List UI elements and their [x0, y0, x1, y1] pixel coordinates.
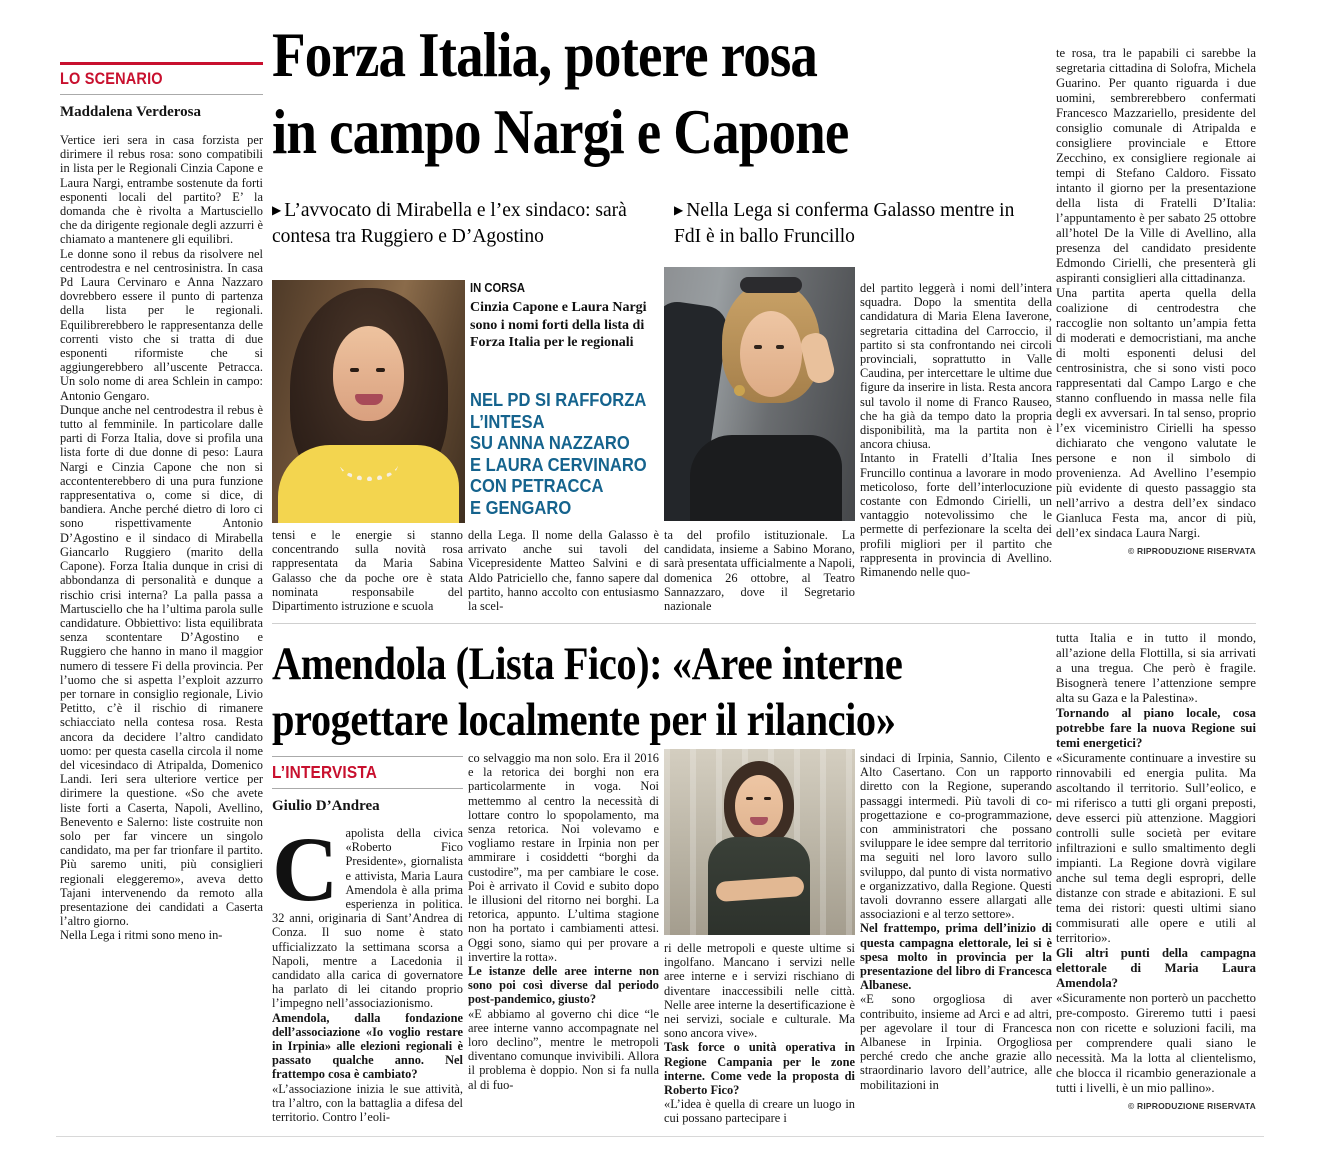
- headline-line: progettare localmente per il rilancio»: [272, 694, 896, 746]
- scenario-paragraph: Le donne sono il rebus da risolvere nel centrodestra e nel centrosinistra. In casa Pd Laura Cervinaro e Anna Nazzaro dovrebbero essere il punto di partenza della lista per le regionali. Equilibrerebbero le rappresentanza delle correnti visto che si tratta di due esponenti riformiste che si aggiungerebbero all’uscente Petracca. Un solo nome di area Schlein in campo: Antonio Gengaro.: [60, 246, 263, 403]
- triangle-bullet-icon: ▶: [272, 203, 282, 217]
- photo-caption: [470, 281, 658, 352]
- interview-question: Amendola, dalla fondazione dell’associazione «Io voglio restare in Irpinia» alle elezioni regionali è passato qualche anno. Nel frattempo cosa è cambiato?: [272, 1010, 463, 1082]
- photo2-face: [740, 311, 802, 397]
- page-bottom-rule: [56, 1136, 1264, 1137]
- interview-paragraph: co selvaggio ma non solo. Era il 2016 e la retorica dei borghi non era particolarmente in voga. Noi mettemmo al centro la necessità di lottare contro lo spopolamento, ma senza retorica. Noi volevamo e vogliamo restare in Irpinia non per ammirare i cosiddetti “borghi da custodire”, ma per cambiare le cose. Poi è arrivato il Covid e subito dopo le illusioni del ritorno nei borghi. La retorica, appunto. L’ultima stagione non ha portato i cambiamenti attesi. Oggi sono, siamo qui per provare a invertire la rotta».: [468, 751, 659, 964]
- photo1-eye: [350, 368, 359, 372]
- photo1-smile: [355, 394, 383, 405]
- subhead-text: L’avvocato di Mirabella e l’ex sindaco: sarà contesa tra Ruggiero e D’Agostino: [272, 200, 627, 247]
- photo2-sunglasses: [740, 277, 802, 293]
- scenario-paragraph: Dunque anche nel centrodestra il rebus è tutto al femminile. In particolare dalle parti di Forza Italia, dove si profila una lista forte di due donne di peso: Laura Nargi e Cinzia Capone che non si accontenterebbero di una pura funzione rappresentativa o, come si dice, di bandiera. Anche perché dietro di loro ci sono rispettivamente Antonio D’Agostino e il sindaco di Mirabella Giancarlo Ruggiero (marito della Capone). Forza Italia dunque in crisi di abbondanza di personalità e dunque a rischio crisi interna? La palla passa a Martusciello che ha l’ultima parola sulle candidature. Obbiettivo: lista equilibrata senza scontentare D’Agostino e Ruggiero che hanno in mano il maggior numero di tessere Fi della provincia. Per l’uomo che si aspetta l’exploit azzurro per tornare in consiglio regionale, Livio Petitto, c’è il rischio di rimanere schiacciato nella contesa rosa. Resta ancora da decidere l’altro candidato uomo: per questa casella circola il nome del vicesindaco di Atripalda, Domenico Landi. Ieri sera ulteriore vertice per dirimere la questione. «So che avete liste forti a Caserta, Napoli, Avellino, Benevento e Salerno: liste costruite non solo per far vincere un singolo candidato, ma per far trionfare il partito. Più saremo uniti, più consiglieri regionali eleggeremo», aveva detto Tajani intervenendo da remoto alla presentazione dei candidati a Caserta l’altro giorno.: [60, 402, 263, 929]
- caption-text: Cinzia Capone e Laura Nargi sono i nomi forti della lista di Forza Italia per le regionali: [470, 300, 647, 350]
- section-label-scenario: LO SCENARIO: [60, 70, 163, 88]
- pull-quote-line: E LAURA CERVINARO: [470, 454, 647, 475]
- photo2-eye: [754, 345, 762, 349]
- interview-col-4: [860, 751, 1052, 1092]
- photo3-eye: [764, 797, 771, 800]
- article1-col-d: [860, 281, 1052, 579]
- interview-answer: «L’associazione inizia le sue attività, tra l’altro, con la battaglia a difesa del territorio. Contro l’eoli-: [272, 1081, 463, 1125]
- article1-col-a: tensi e le energie si stanno concentrando sulla novità rosa rappresentata da Maria Sabina Galasso che da poche ore è stata nominata responsabile del Dipartimento istruzione e scuola: [272, 528, 463, 614]
- interview-paragraph: sindaci di Irpinia, Sannio, Cilento e Alto Casertano. Con un rapporto diretto con la Regione, superando passaggi intermedi. Più tavoli di co-progettazione e co-programmazione, con amministratori che possano sviluppare le idee sempre dal territorio ma seguiti nel loro lavoro sullo sviluppo, dal punto di vista normativo e organizzativo, dalla Regione. Questi tavoli dovranno essere allargati alle associazioni e al terzo settore».: [860, 751, 1052, 922]
- copyright-notice: © RIPRODUZIONE RISERVATA: [1127, 546, 1256, 556]
- pd-pull-quote: [470, 390, 647, 519]
- interview-question: Gli altri punti della campagna elettorale di Maria Laura Amendola?: [1056, 946, 1256, 990]
- article1-col-c: ta del profilo istituzionale. La candidata, insieme a Sabino Morano, sarà presentata ufficialmente a Napoli, domenica 26 ottobre, al Teatro Sannazzaro, dove il Segretario nazionale: [664, 528, 855, 614]
- photo3-face: [735, 775, 783, 837]
- headline-line: in campo Nargi e Capone: [272, 96, 849, 167]
- caption-kicker: IN CORSA: [470, 281, 526, 295]
- scenario-label-rule: [60, 94, 263, 95]
- interview-col-1: [272, 818, 463, 1125]
- intervista-top-rule: [272, 756, 463, 757]
- interview-paragraph: [272, 818, 463, 1011]
- subhead-text: Nella Lega si conferma Galasso mentre in FdI è in ballo Fruncillo: [674, 200, 1015, 247]
- article1-headline: [272, 16, 1063, 170]
- interview-text: apolista della civica «Roberto Fico Presidente», giornalista e attivista, Maria Laura Amendola è alla prima esperienza in politica. 32 anni, originaria di Sant’Andrea di Conza. Il suo nome è stato ufficializzato la settimana scorsa a Napoli, mentre a Lacedonia il candidato alla carica di governatore ha parlato di lei citando proprio l’impegno nell’associazionismo.: [272, 826, 463, 1011]
- interview-question: Tornando al piano locale, cosa potrebbe fare la nuova Regione sui temi energetici?: [1056, 706, 1256, 750]
- scenario-top-rule: [60, 62, 263, 65]
- interview-paragraph: ri delle metropoli e queste ultime si ingolfano. Mancano i servizi nelle aree interne e i servizi rischiano di diventare inaccessibili nelle città. Nelle aree interne la desertificazione è nei servizi, sociale e culturale. Ma sono ancora vive».: [664, 941, 855, 1041]
- subhead-1: [272, 197, 660, 250]
- interview-question: Nel frattempo, prima dell’inizio di questa campagna elettorale, lei si è spesa molto in provincia per la presentazione del libro di Francesca Albanese.: [860, 921, 1052, 993]
- interview-col-5: [1056, 631, 1256, 1111]
- photo2-eye: [776, 345, 784, 349]
- interview-question: Task force o unità operativa in Regione Campania per le zone interne. Come vede la proposta di Roberto Fico?: [664, 1040, 855, 1098]
- pull-quote-line: E GENGARO: [470, 497, 572, 518]
- interview-answer: «Sicuramente non porterò un pacchetto pre-composto. Gireremo tutti i paesi non con ricette e soluzioni facili, ma per comprendere quali siano le necessità. Ma la lotta al clientelismo, che blocca il ricambio generazionale a tutti i livelli, è un mio pallino».: [1056, 991, 1256, 1095]
- photo3-eye: [746, 797, 753, 800]
- article1-paragraph: te rosa, tra le papabili ci sarebbe la segretaria cittadina di Solofra, Michela Guarino. Per quanto riguarda i due uomini, sembrerebbero confermati Francesco Mazzariello, presidente del consiglio comunale di Atripalda e consigliere provinciale e Ettore Zecchino, ex consigliere regionale ai tempi di Stefano Caldoro. Fissato intanto il giorno per la presentazione della lista di Fratelli D’Italia: l’appuntamento è per sabato 25 ottobre all’hotel De la Ville di Avellino, alla presenza del candidato presidente Edmondo Cirielli, che presenterà gli aspiranti consiglieri alla cittadinanza.: [1056, 46, 1256, 285]
- article2-headline: [272, 636, 1063, 748]
- copyright-notice: © RIPRODUZIONE RISERVATA: [1127, 1101, 1256, 1111]
- triangle-bullet-icon: ▶: [674, 203, 684, 217]
- photo-capone: [272, 280, 465, 523]
- photo1-eye: [376, 368, 385, 372]
- scenario-paragraph: Nella Lega i ritmi sono meno in-: [60, 928, 223, 943]
- article1-paragraph: del partito leggerà i nomi dell’intera squadra. Dopo la smentita della candidatura di Maria Elena Iaverone, segretaria cittadina del Carroccio, il partito si sta confrontando nei circoli provinciali, soprattutto in Valle Caudina, per intercettare le ultime due figure da inserire in lista. Resta ancora sul tavolo il nome di Franco Rauseo, che ha già da tempo dato la propria disponibilità, ma la partita non è ancora chiusa.: [860, 281, 1052, 452]
- interview-paragraph: tutta Italia e in tutto il mondo, all’azione della Flottilla, si sia arrivati a una tregua. Che però è fragile. Bisognerà tenere l’attenzione sempre alta su Gaza e la Palestina».: [1056, 631, 1256, 705]
- photo-amendola: [664, 749, 855, 935]
- interview-answer: «E abbiamo al governo chi dice “le aree interne vanno accompagnate nel loro declino”, mentre le metropoli diventano comunque invivibili. Allora il problema è doppio. Non si fa nulla al di fuo-: [468, 1006, 659, 1092]
- interview-answer: «Sicuramente continuare a investire su rinnovabili ed energia pulita. Ma ascoltando il territorio. Sull’eolico, e mi riferisco a tutti gli organi preposti, deve esserci più attenzione. Maggiori controlli sulle società per evitare infiltrazioni e sullo smaltimento degli impianti. La Regione dovrà vigilare anche sul tema degli espropri, delle distanze con strade e abitazioni. E sul tema dei ristori: questi ultimi siano commisurati alle opere e utili al territorio».: [1056, 751, 1256, 945]
- interview-answer: «E sono orgogliosa di aver contribuito, insieme ad Arci e ad altri, per agevolare il tour di Francesca Albanese in Irpinia. Orgogliosa perché credo che anche grazie allo straordinario lavoro dell’autrice, alle mobilitazioni in: [860, 992, 1052, 1092]
- photo2-earring: [734, 385, 745, 396]
- scenario-paragraph: Vertice ieri sera in casa forzista per dirimere il rebus rosa: sono compatibili in lista per le Regionali Cinzia Capone e Laura Nargi, entrambe sostenute da forti esponenti locali del partito? E’ la domanda che è rivolta a Martusciello che da dirigente regionale degli azzurri è chiamato a mantenere gli equilibri.: [60, 133, 263, 247]
- photo-nargi: [664, 267, 855, 521]
- article1-subheads: [272, 197, 1054, 250]
- article1-col-e: [1056, 46, 1256, 556]
- article1-paragraph: Una partita aperta quella della coalizione di centrodestra che raccoglie non soltanto un’ampia fetta di moderati e democristiani, ma anche di molti esponenti delusi del centrosinistra, che si sono visti poco rappresentati dal Campo Largo e che stanno confluendo in massa nelle fila degli ex avversari. In tal senso, proprio l’ex viceministro Cirielli ha spesso dichiarato che vengono valutate le persone e non il simbolo di provenienza. Ad Avellino l’esempio più evidente di questo passaggio sta nell’arrivo a destra dell’ex sindaco Gianluca Festa ma, ancor di più, dell’ex sindaca Laura Nargi.: [1056, 286, 1256, 540]
- photo1-face: [333, 326, 404, 421]
- intervista-author: Giulio D’Andrea: [272, 798, 380, 814]
- pull-quote-line: SU ANNA NAZZARO: [470, 433, 630, 453]
- interview-question: Le istanze delle aree interne non sono poi così diverse dal periodo post-pandemico, giusto?: [468, 964, 659, 1007]
- intervista-label-rule: [272, 788, 463, 789]
- pull-quote-line: CON PETRACCA: [470, 476, 604, 496]
- article-divider-rule: [272, 623, 1256, 624]
- interview-col-3: [664, 941, 855, 1126]
- section-label-intervista: L’INTERVISTA: [272, 762, 378, 782]
- photo2-dark-top: [690, 435, 842, 521]
- pull-quote-line: L’INTESA: [470, 411, 545, 432]
- scenario-author: Maddalena Verderosa: [60, 104, 201, 120]
- drop-cap: C: [272, 818, 339, 920]
- photo1-necklace: [340, 448, 398, 481]
- article1-col-b: della Lega. Il nome della Galasso è arrivato anche sui tavoli del Vicepresidente Matteo Salvini e di Aldo Patriciello che, fanno sapere dal partito, hanno accolto con entusiasmo la scel-: [468, 528, 659, 614]
- intervista-header: [272, 756, 463, 819]
- article1-paragraph: Intanto in Fratelli d’Italia Ines Fruncillo continua a lavorare in modo meticoloso, forte dell’interlocuzione costante con Edmondo Cirielli, un vantaggio notevolissimo che le permette di perfezionare la scelta dei profili migliori per il partito che rappresenta in provincia di Avellino. Rimanendo nelle quo-: [860, 451, 1052, 580]
- pull-quote-line: NEL PD SI RAFFORZA: [470, 390, 647, 410]
- interview-col-2: [468, 751, 659, 1092]
- headline-line: Amendola (Lista Fico): «Aree interne: [272, 638, 903, 690]
- subhead-2: [674, 197, 1040, 250]
- scenario-column: [60, 62, 263, 943]
- interview-answer: «L’idea è quella di creare un luogo in cui possano partecipare i: [664, 1097, 855, 1126]
- headline-line: Forza Italia, potere rosa: [272, 19, 818, 90]
